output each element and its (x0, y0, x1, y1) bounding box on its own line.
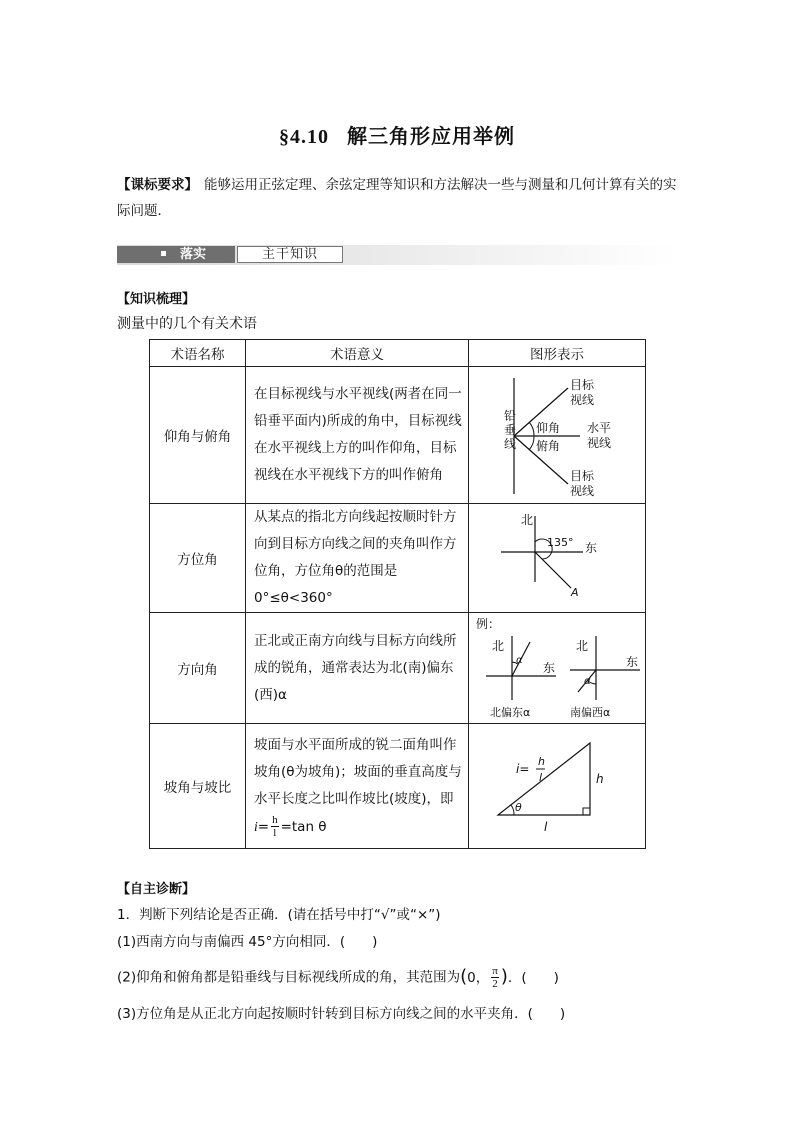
up-angle-label: 仰角 (536, 421, 561, 435)
right-angle-mark (583, 808, 590, 815)
knowledge-subtitle: 测量中的几个有关术语 (117, 316, 257, 332)
header-name: 术语名称 (150, 340, 246, 367)
section-number: §4.10 (279, 126, 329, 148)
elevation-diagram-cell (469, 367, 646, 504)
example-label: 例： (476, 617, 501, 631)
slope-fraction (271, 814, 279, 839)
direction-diagram-cell (469, 613, 646, 724)
banner-secondary: 主干知识 (237, 246, 343, 263)
table-row (150, 613, 646, 724)
requirement-text: 能够运用正弦定理、余弦定理等知识和方法解决一些与测量和几何计算有关的实际问题． (117, 177, 677, 219)
depression-arc (529, 436, 534, 450)
bearing-diagram-cell (469, 504, 646, 613)
table-row (150, 367, 646, 504)
diagnosis-heading: 【自主诊断】 (117, 882, 196, 897)
north-label: 北 (521, 513, 534, 527)
right-north-label: 北 (576, 639, 589, 653)
point-a-label: A (571, 586, 579, 599)
length-label: l (544, 820, 548, 834)
header-figure: 图形表示 (469, 340, 646, 367)
question-1-item-3: (3)方位角是从正北方向起按顺时针转到目标方向线之间的水平夹角．( ) (117, 1006, 566, 1022)
table-row (150, 724, 646, 849)
terms-table (149, 339, 646, 849)
item-2-range: (0， $\frac{\pi}{2}$ )．( ) (460, 965, 559, 990)
height-label: h (596, 772, 604, 786)
slope-meaning-text: 坡面与水平面所成的锐二面角叫作坡角(θ为坡角)；坡面的垂直高度与水平长度之比叫作坡比(坡度)，即 (254, 736, 462, 807)
table-header-row (150, 340, 646, 367)
term-name: 方位角 (150, 504, 246, 613)
slope-fraction-num: h (272, 814, 278, 826)
target-bottom-2: 视线 (570, 484, 595, 498)
section-title: 解三角形应用举例 (347, 124, 515, 148)
left-north-label: 北 (492, 639, 505, 653)
knowledge-heading: 【知识梳理】 (117, 292, 196, 307)
left-caption: 北偏东α (490, 706, 531, 719)
section-banner (117, 245, 679, 265)
left-alpha-label: α (516, 655, 523, 666)
range-tail: ．( ) (507, 969, 559, 986)
term-name: 坡角与坡比 (150, 724, 246, 849)
slope-ratio-den: l (539, 771, 543, 784)
requirement-tag: 【课标要求】 (117, 177, 198, 193)
range-num: π (492, 965, 498, 977)
elevation-diagram (472, 370, 642, 500)
term-meaning: 从某点的指北方向线起按顺时针方向到目标方向线之间的夹角叫作方位角，方位角θ的范围是0°≤θ<360° (246, 504, 469, 613)
question-1-item-1: (1)西南方向与南偏西 45°方向相同．( ) (117, 934, 378, 950)
range-left: 0， (467, 969, 490, 986)
vertical-label-1: 铅 (504, 409, 517, 423)
term-name: 方向角 (150, 613, 246, 724)
banner-primary-label: 落实 (180, 247, 207, 262)
direction-line (535, 552, 571, 588)
east-label: 东 (585, 541, 598, 555)
bearing-diagram (497, 508, 617, 608)
slope-ratio-num: h (538, 755, 545, 768)
theta-label: θ (515, 801, 522, 814)
slope-fraction-den: l (273, 827, 277, 839)
banner-primary (117, 246, 235, 263)
elevation-arc (529, 422, 534, 436)
right-caption: 南偏西α (570, 706, 611, 719)
slope-ratio-label: i= (516, 762, 530, 776)
vertical-label-2: 垂 (504, 423, 517, 437)
theta-arc (511, 805, 514, 815)
term-meaning: 正北或正南方向线与目标方向线所成的锐角，通常表达为北(南)偏东(西)α (246, 613, 469, 724)
direction-diagram (472, 614, 642, 722)
curriculum-requirement (117, 172, 679, 224)
slope-diagram-cell (469, 724, 646, 849)
question-1-item-2 (117, 965, 559, 990)
horizontal-label-2: 视线 (587, 436, 612, 450)
range-fraction (491, 965, 499, 990)
term-meaning: 在目标视线与水平视线(两者在同一铅垂平面内)所成的角中，目标视线在水平视线上方的叫作仰角，目标视线在水平视线下方的叫作俯角 (246, 367, 469, 504)
question-1: 1．判断下列结论是否正确．(请在括号中打“√”或“×”) (117, 907, 441, 923)
vertical-label-3: 线 (504, 437, 517, 451)
item-2-text: (2)仰角和俯角都是铅垂线与目标视线所成的角，其范围为 (117, 969, 461, 986)
term-meaning (246, 724, 469, 849)
angle-label: 135° (547, 536, 574, 549)
square-bullet-icon (161, 251, 166, 256)
slope-meaning-tan: =tan θ (280, 818, 327, 835)
target-top-2: 视线 (570, 393, 595, 407)
table-row (150, 504, 646, 613)
header-meaning: 术语意义 (246, 340, 469, 367)
left-east-label: 东 (543, 661, 556, 675)
range-den: 2 (492, 978, 498, 990)
term-name: 仰角与俯角 (150, 367, 246, 504)
target-bottom-1: 目标 (570, 469, 595, 483)
slope-meaning-i: i (254, 818, 258, 834)
slope-meaning-eq: = (257, 818, 270, 835)
right-east-label: 东 (626, 655, 639, 669)
right-alpha-label: α (584, 676, 591, 687)
target-top-1: 目标 (570, 378, 595, 392)
slope-diagram (482, 731, 632, 841)
horizontal-label-1: 水平 (587, 421, 612, 435)
slope-triangle (498, 743, 590, 815)
page-title (0, 120, 794, 149)
down-angle-label: 俯角 (536, 439, 561, 453)
